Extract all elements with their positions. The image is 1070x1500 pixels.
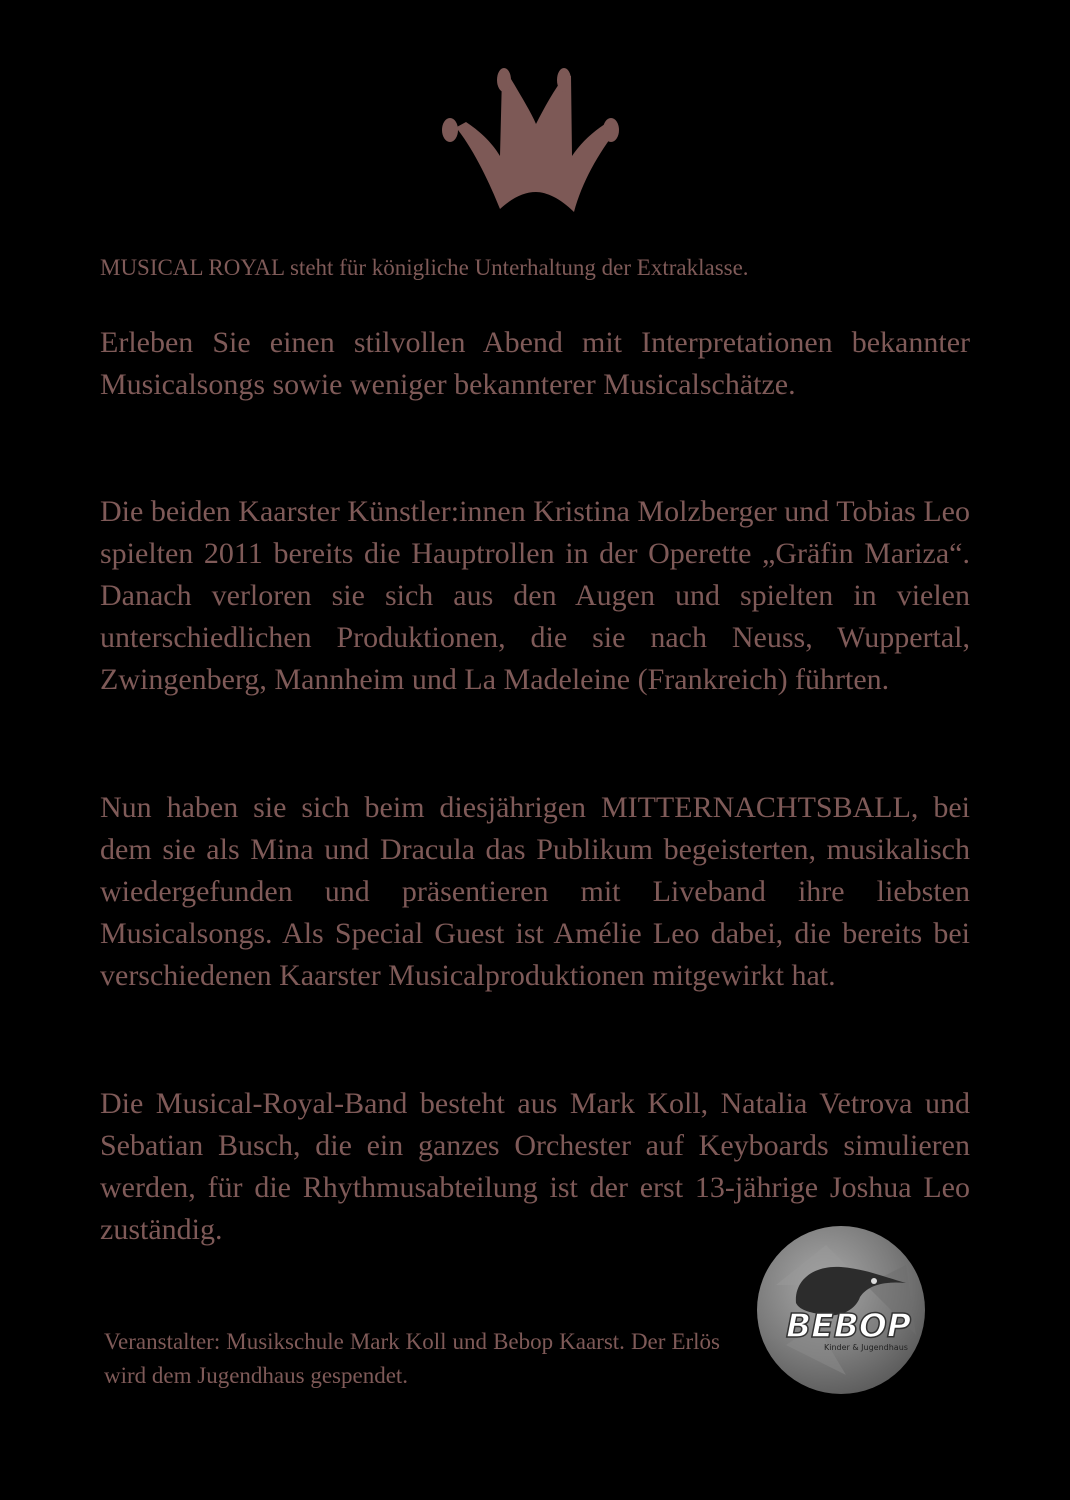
logo-wordmark: BEBOP: [786, 1306, 912, 1345]
tagline: MUSICAL ROYAL steht für königliche Unterhaltung der Extraklasse.: [100, 255, 749, 280]
paragraph-band: Die Musical-Royal-Band besteht aus Mark Koll, Natalia Vetrova und Sebatian Busch, die ein ganzes Orchester auf Keyboards simulieren werden, für die Rhythmusabteilung ist der erst 13-jährige Joshua Leo zuständig.: [100, 1087, 970, 1246]
bebop-logo: [756, 1225, 926, 1395]
organizer-note: Veranstalter: Musikschule Mark Koll und Bebop Kaarst. Der Erlös wird dem Jugendhaus gespendet.: [104, 1329, 720, 1388]
crown-icon: [440, 64, 622, 214]
logo-subtitle: Kinder & Jugendhaus: [824, 1343, 908, 1352]
paragraph-artists: Die beiden Kaarster Künstler:innen Kristina Molzberger und Tobias Leo spielten 2011 bereits die Hauptrollen in der Operette „Gräfin Mariza“. Danach verloren sie sich aus den Augen und spielten in vielen unterschiedlichen Produktionen, die sie nach Neuss, Wuppertal, Zwingenberg, Mannheim und La Madeleine (Frankreich) führten.: [100, 495, 970, 696]
paragraph-reunion: Nun haben sie sich beim diesjährigen MITTERNACHTSBALL, bei dem sie als Mina und Dracula das Publikum begeisterten, musikalisch wiedergefunden und präsentieren mit Liveband ihre liebsten Musicalsongs. Als Special Guest ist Amélie Leo dabei, die bereits bei verschiedenen Kaarster Musicalproduktionen mitgewirkt hat.: [100, 791, 970, 992]
paragraph-intro: Erleben Sie einen stilvollen Abend mit Interpretationen bekannter Musicalsongs sowie weniger bekannterer Musicalschätze.: [100, 326, 970, 401]
